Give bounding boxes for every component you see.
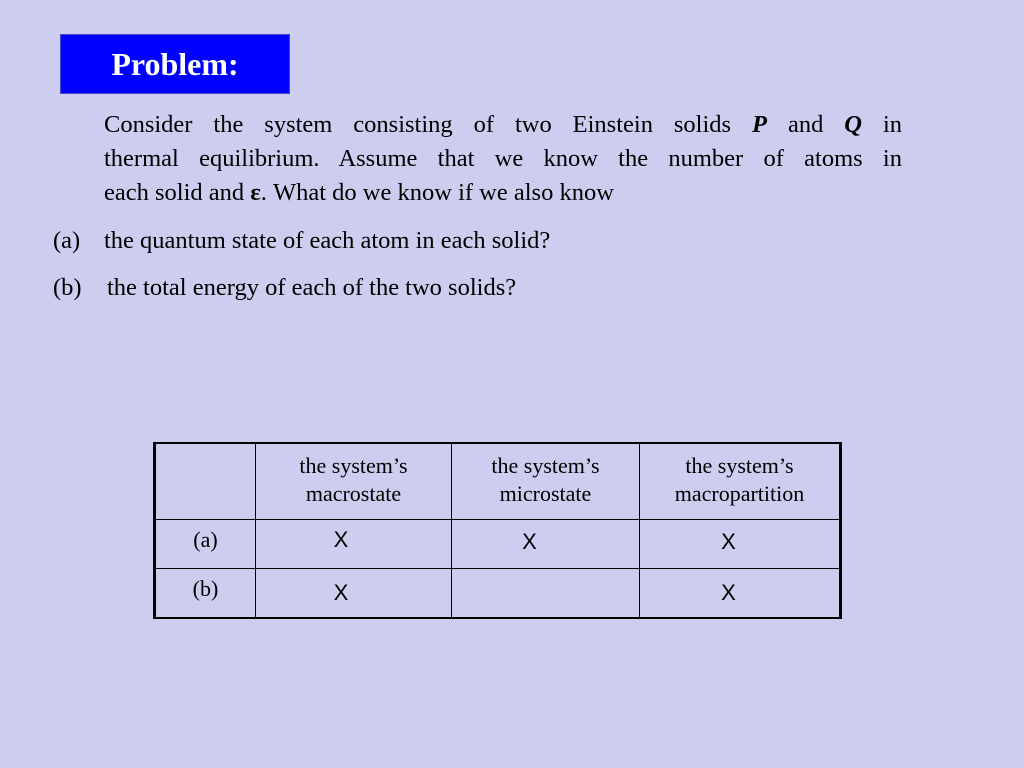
problem-title-box [60,34,290,94]
header-cell-microstate [452,443,640,519]
check-mark: X [522,528,537,554]
table-cell [640,568,841,618]
table-cell [256,568,452,618]
table-cell [640,519,841,568]
answer-table [153,442,842,619]
header-text: the system’s [299,453,408,478]
statement-line-3 [104,176,902,210]
header-text: the system’s [491,453,600,478]
question-label: (b) [53,274,82,301]
header-text: macropartition [674,481,805,506]
header-text: macrostate [305,481,402,506]
row-label: (b) [155,568,256,618]
table-row [155,568,841,618]
header-cell-macrostate [256,443,452,519]
question-text: the quantum state of each atom in each solid? [104,227,551,254]
statement-text: in [862,111,903,138]
statement-text: Consider the system consisting of two Einstein solids [104,111,753,138]
statement-text: . What do we know if we also know [260,179,614,206]
table-cell [452,568,640,618]
question-text: the total energy of each of the two solids? [107,274,517,301]
question-b [53,273,517,303]
epsilon-symbol: ε [250,179,261,206]
statement-line-1 [104,108,902,142]
question-label: (a) [53,227,81,254]
solid-p-symbol: P [752,111,768,138]
solid-q-symbol: Q [844,111,862,138]
check-mark: X [333,579,349,605]
statement-text: each solid and [104,179,251,206]
statement-line-2: thermal equilibrium. Assume that we know the number of atoms in [104,145,902,172]
table-row [155,519,841,568]
statement-text: and [767,111,845,138]
check-mark: X [333,526,349,552]
check-mark: X [721,528,736,554]
row-label: (a) [155,519,256,568]
header-text: microstate [499,481,592,506]
problem-title: Problem: [111,45,239,82]
table-header-row [155,443,841,519]
header-text: the system’s [685,453,794,478]
problem-statement [104,108,902,210]
table-cell [452,519,640,568]
header-cell-empty [155,443,256,519]
question-a [53,226,551,256]
check-mark: X [721,579,736,605]
header-cell-macropartition [640,443,841,519]
table-cell [256,519,452,568]
